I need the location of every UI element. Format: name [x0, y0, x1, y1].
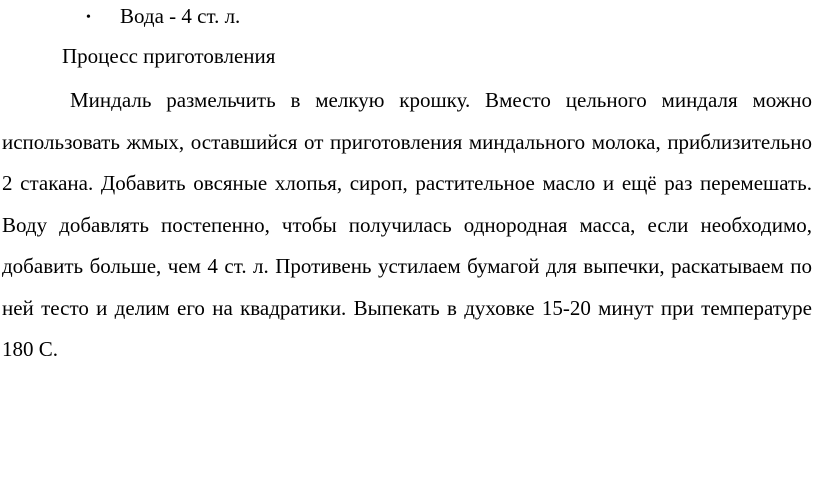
ingredient-text: Вода - 4 ст. л.	[120, 4, 241, 28]
section-heading: Процесс приготовления	[62, 44, 276, 68]
ingredient-list-item	[86, 2, 240, 32]
instructions-paragraph: Миндаль размельчить в мелкую крошку. Вместо цельного миндаля можно использовать жмых, оставшийся от приготовления миндального молока, приблизительно 2 стакана. Добавить овсяные хлопья, сироп, растительное масло и ещё раз перемешать. Воду добавлять постепенно, чтобы получилась однородная масса, если необходимо, добавить больше, чем 4 ст. л. Противень устилаем бумагой для выпечки, раскатываем по ней тесто и делим его на квадратики. Выпекать в духовке 15-20 минут при температуре 180 С.	[2, 88, 812, 361]
bullet-icon: •	[86, 10, 91, 25]
